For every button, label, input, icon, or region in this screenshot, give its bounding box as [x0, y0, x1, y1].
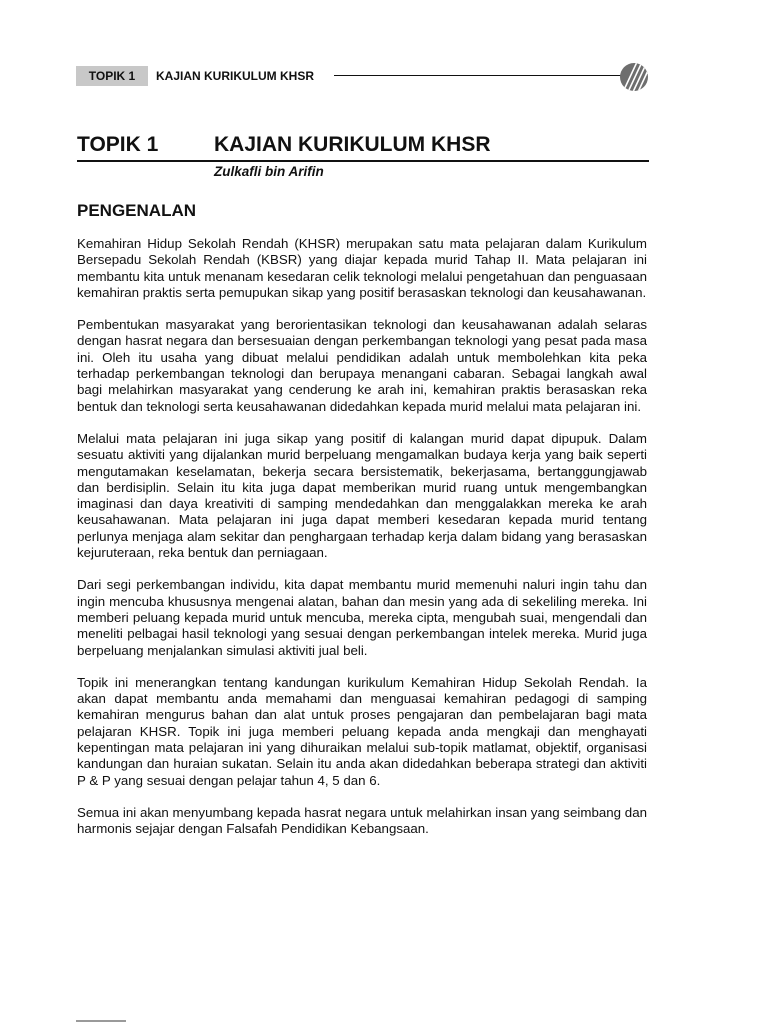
paragraph: Semua ini akan menyumbang kepada hasrat negara untuk melahirkan insan yang seimbang dan harmonis sejajar dengan Falsafah Pendidikan Kebangsaan. — [77, 804, 647, 837]
paragraph: Topik ini menerangkan tentang kandungan kurikulum Kemahiran Hidup Sekolah Rendah. Ia akan dapat membantu anda memahami dan menguasai kemahiran pedagogi di samping kemahiran mengurus bahan dan alat untuk proses pengajaran dan pembelajaran bagi mata pelajaran KHSR. Topik ini juga memberi peluang kepada anda mengkaji dan menghayati kepentingan mata pelajaran ini yang dihuraikan melalui sub-topik matlamat, objektif, organisasi kandungan dan huraian sukatan. Selain itu anda akan didedahkan beberapa strategi dan aktiviti P & P yang sesuai dengan pelajar tahun 4, 5 dan 6. — [77, 674, 647, 788]
running-header — [76, 62, 656, 90]
topic-title: KAJIAN KURIKULUM KHSR — [214, 133, 491, 156]
striped-globe-icon — [619, 62, 649, 92]
paragraph: Pembentukan masyarakat yang berorientasikan teknologi dan keusahawanan adalah selaras dengan hasrat negara dan bersesuaian dengan perkembangan teknologi yang pesat pada masa ini. Oleh itu usaha yang dibuat melalui pendidikan adalah untuk membolehkan kita peka terhadap perkembangan teknologi dan berupaya menangani cabaran. Sebagai langkah awal bagi melahirkan masyarakat yang cenderung ke arah ini, kemahiran praktis berasaskan reka bentuk dan teknologi serta keusahawanan didedahkan kepada murid melalui mata pelajaran ini. — [77, 317, 647, 414]
paragraph: Melalui mata pelajaran ini juga sikap yang positif di kalangan murid dapat dipupuk. Dalam sesuatu aktiviti yang dijalankan murid berpeluang mengamalkan budaya kerja yang baik seperti mengutamakan keselamatan, bekerja secara bersistematik, bekerjasama, bertanggungjawab dan berdisiplin. Selain itu kita juga dapat memberikan murid ruang untuk mengembangkan imaginasi dan daya kreativiti di samping mendedahkan dan menggalakkan mereka ke arah keusahawanan. Mata pelajaran ini juga dapat memberi kesedaran kepada murid tentang perlunya menjaga alam sekitar dan penghargaan terhadap kerja dalam bidang yang berasaskan kejuruteraan, reka bentuk dan perniagaan. — [77, 430, 647, 561]
header-rule — [334, 75, 626, 76]
topic-number: TOPIK 1 — [77, 133, 159, 156]
body-text — [77, 236, 647, 854]
footer-mark — [76, 1020, 126, 1022]
header-topic-tab: TOPIK 1 — [76, 66, 148, 86]
author-name: Zulkafli bin Arifin — [214, 164, 324, 179]
topic-heading — [77, 132, 649, 162]
section-heading: PENGENALAN — [77, 201, 197, 220]
paragraph: Kemahiran Hidup Sekolah Rendah (KHSR) merupakan satu mata pelajaran dalam Kurikulum Bersepadu Sekolah Rendah (KBSR) yang diajar kepada murid Tahap II. Mata pelajaran ini membantu kita untuk menanam kesedaran celik teknologi melalui pengetahuan dan penguasaan kemahiran praktis serta pemupukan sikap yang positif berasaskan teknologi dan keusahawanan. — [77, 236, 647, 300]
paragraph: Dari segi perkembangan individu, kita dapat membantu murid memenuhi naluri ingin tahu dan ingin mencuba khususnya mengenai alatan, bahan dan mesin yang ada di sekeliling mereka. Ini memberi peluang kepada murid untuk mencuba, mereka cipta, mengubah suai, mengendali dan meneliti pelbagai hasil teknologi yang sesuai dengan perkembangan intelek mereka. Murid juga berpeluang menjalankan simulasi aktiviti jual beli. — [77, 577, 647, 658]
header-title: KAJIAN KURIKULUM KHSR — [156, 69, 314, 83]
